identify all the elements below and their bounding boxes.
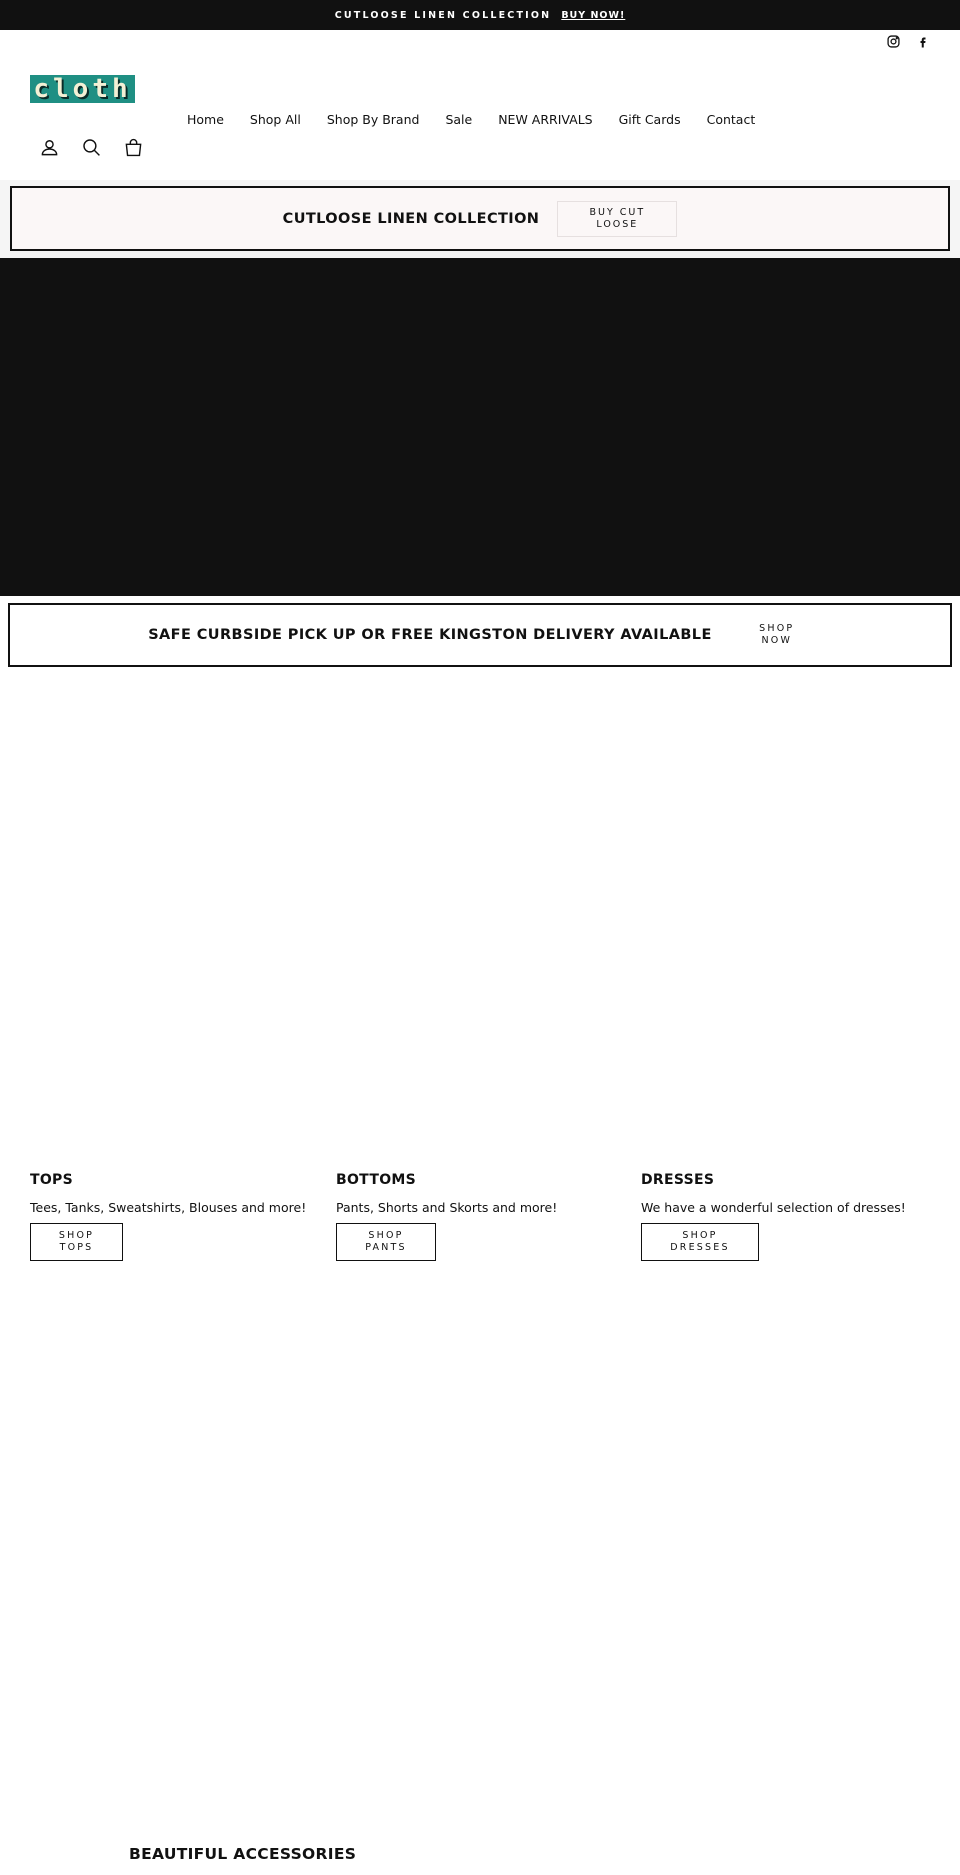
delivery-banner (8, 603, 952, 667)
instagram-icon[interactable] (884, 32, 902, 50)
hero-banner[interactable] (0, 258, 960, 596)
collection-tops (30, 1172, 306, 1261)
nav-shop-by-brand[interactable]: Shop By Brand (326, 112, 420, 127)
nav-contact[interactable]: Contact (706, 112, 756, 127)
collection-description: Tees, Tanks, Sweatshirts, Blouses and more! (30, 1200, 307, 1215)
collection-title: TOPS (30, 1172, 73, 1188)
account-icon[interactable] (38, 136, 60, 158)
delivery-title: SAFE CURBSIDE PICK UP OR FREE KINGSTON DELIVERY AVAILABLE (148, 627, 712, 643)
collection-title: DRESSES (641, 1172, 715, 1188)
announcement-text: CUTLOOSE LINEN COLLECTION (334, 9, 552, 21)
nav-shop-all[interactable]: Shop All (249, 112, 301, 127)
nav-sale[interactable]: Sale (445, 112, 473, 127)
collection-title: BOTTOMS (336, 1172, 417, 1188)
logo[interactable] (30, 75, 135, 103)
shop-dresses-button[interactable]: SHOP DRESSES (641, 1223, 759, 1261)
cart-icon[interactable] (122, 136, 144, 158)
promo-title: CUTLOOSE LINEN COLLECTION (282, 210, 540, 227)
shop-now-button[interactable]: SHOP NOW (759, 623, 795, 646)
header-icons (38, 136, 144, 158)
nav-gift-cards[interactable]: Gift Cards (618, 112, 681, 127)
promo-banner (10, 186, 950, 251)
nav-home[interactable]: Home (187, 112, 224, 127)
shop-pants-button[interactable]: SHOP PANTS (336, 1223, 436, 1261)
collection-description: Pants, Shorts and Skorts and more! (336, 1200, 558, 1215)
collection-dresses (641, 1172, 906, 1261)
facebook-icon[interactable] (914, 32, 932, 50)
collection-bottoms (336, 1172, 557, 1261)
search-icon[interactable] (80, 136, 102, 158)
accessories-heading: BEAUTIFUL ACCESSORIES (129, 1845, 357, 1863)
shop-tops-button[interactable]: SHOP TOPS (30, 1223, 123, 1261)
main-nav (187, 112, 781, 127)
nav-new-arrivals[interactable]: NEW ARRIVALS (498, 112, 593, 127)
buy-cut-loose-button[interactable]: BUY CUT LOOSE (557, 201, 677, 237)
announcement-link[interactable]: BUY NOW! (561, 9, 626, 21)
logo-text: cloth (33, 74, 132, 104)
social-links (884, 32, 932, 50)
announcement-bar (0, 0, 960, 30)
collection-description: We have a wonderful selection of dresses! (641, 1200, 906, 1215)
